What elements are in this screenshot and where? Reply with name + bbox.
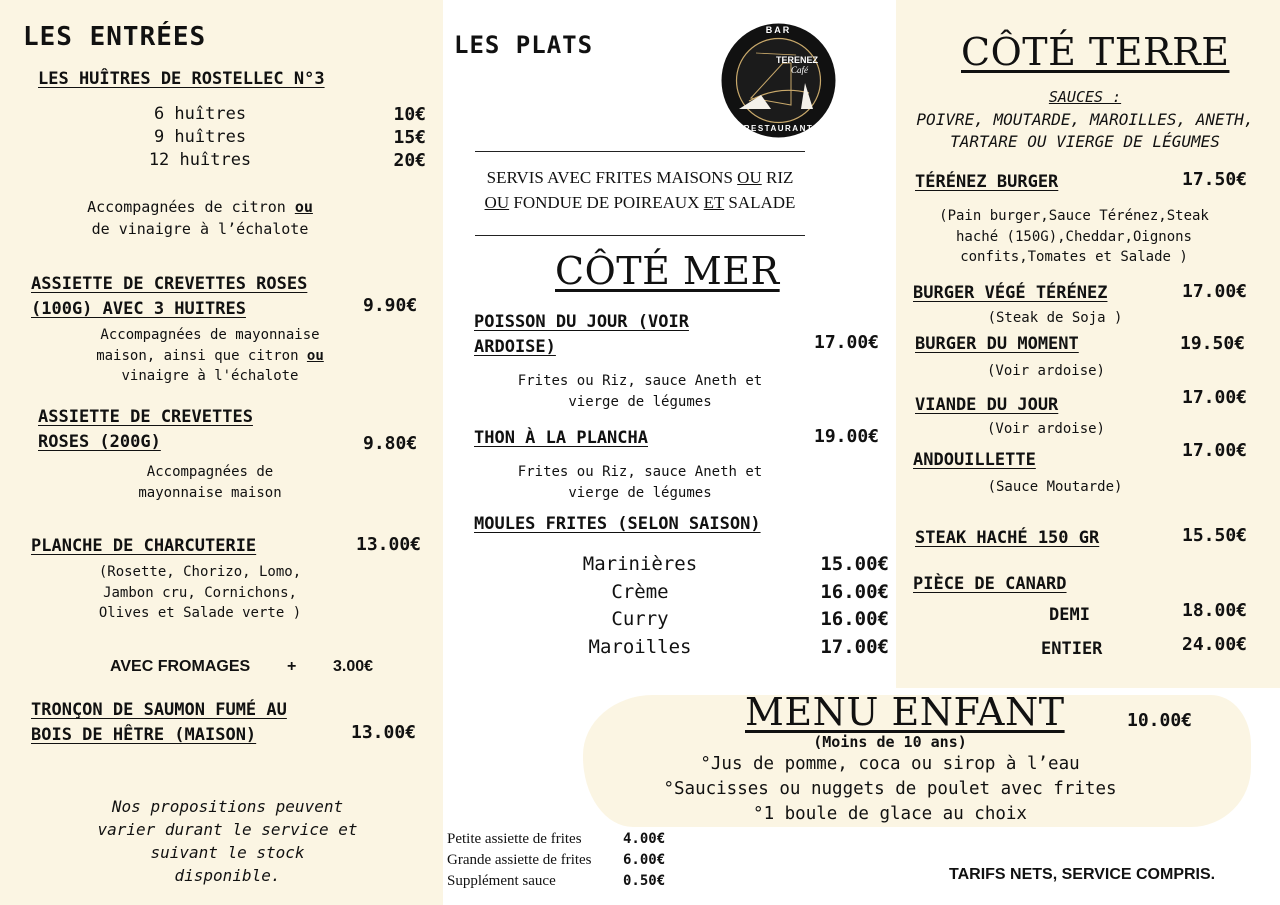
moules-label: Curry <box>611 608 669 630</box>
charcuterie-desc <box>40 562 360 624</box>
crevettes200-title-line: ROSES (200G) <box>38 432 161 452</box>
huitres-price: 20€ <box>393 150 426 171</box>
huitres-price: 10€ <box>393 104 426 125</box>
fromages-label: AVEC FROMAGES <box>110 658 251 675</box>
poisson-title <box>474 310 689 360</box>
menu-enfant-line: °Jus de pomme, coca ou sirop à l’eau <box>700 754 1080 774</box>
moules-price: 16.00€ <box>820 580 889 603</box>
charcuterie-desc-text: Jambon cru, Cornichons, <box>103 584 297 601</box>
moules-row <box>560 551 895 579</box>
huitres-price: 15€ <box>393 127 426 148</box>
thon-desc <box>480 462 800 503</box>
extras-row <box>447 829 677 850</box>
canard-demi-price: 18.00€ <box>1182 600 1248 621</box>
logo <box>721 23 836 138</box>
huitres-title: LES HUÎTRES DE ROSTELLEC N°3 <box>38 69 325 89</box>
logo-bottom-text: RESTAURANT <box>743 124 814 133</box>
viande-price: 17.00€ <box>1182 387 1248 408</box>
sauces-text: TARTARE OU VIERGE DE LÉGUMES <box>950 132 1220 151</box>
servis-text: SERVIS AVEC FRITES MAISONS <box>486 168 738 187</box>
menu-enfant-line: °1 boule de glace au choix <box>753 804 1027 824</box>
extras-price: 6.00€ <box>623 852 666 868</box>
moment-price: 19.50€ <box>1180 333 1246 354</box>
divider <box>475 151 805 152</box>
crevettes100-title <box>31 272 307 322</box>
stock-note-line: suivant le stock <box>150 843 305 862</box>
crevettes100-title-line: ASSIETTE DE CREVETTES ROSES <box>31 274 308 294</box>
canard-demi: DEMI <box>1049 605 1090 625</box>
burger-desc <box>914 206 1234 268</box>
moment-title: BURGER DU MOMENT <box>915 334 1079 354</box>
moules-row <box>560 634 895 662</box>
thon-desc-text: vierge de légumes <box>568 484 712 501</box>
plats-heading: LES PLATS <box>454 31 594 59</box>
logo-subname: Café <box>791 65 808 75</box>
poisson-desc-text: Frites ou Riz, sauce Aneth et <box>517 373 763 389</box>
extras-label: Petite assiette de frites <box>447 831 582 847</box>
crevettes100-desc <box>50 325 370 387</box>
servis-or: OU <box>737 168 762 187</box>
menu-enfant-title: MENU ENFANT <box>745 690 1065 734</box>
huitres-desc-text: Accompagnées de citron <box>87 198 295 216</box>
stock-note-line: Nos propositions peuvent <box>111 797 344 816</box>
stock-note <box>50 795 405 887</box>
crevettes200-price: 9.80€ <box>363 433 418 454</box>
crevettes100-desc-or: ou <box>306 347 324 364</box>
servis-et: ET <box>703 193 725 212</box>
steak-title: STEAK HACHÉ 150 GR <box>915 528 1100 548</box>
extras-label: Supplément sauce <box>447 873 556 889</box>
saumon-price: 13.00€ <box>351 722 417 743</box>
moules-row <box>560 579 895 607</box>
cote-mer-title: CÔTÉ MER <box>555 249 780 293</box>
charcuterie-desc-text: Olives et Salade verte ) <box>98 605 302 621</box>
servis-text: FONDUE DE POIREAUX <box>509 193 704 212</box>
viande-desc: (Voir ardoise) <box>986 421 1105 437</box>
charcuterie-title: PLANCHE DE CHARCUTERIE <box>31 536 257 556</box>
huitres-row <box>130 103 430 126</box>
stock-note-line: disponible. <box>174 866 281 885</box>
fromages-plus: + <box>287 658 297 675</box>
sauces-text: POIVRE, MOUTARDE, MAROILLES, ANETH, <box>916 109 1254 129</box>
crevettes100-desc-text: vinaigre à l'échalote <box>121 368 299 384</box>
thon-price: 19.00€ <box>814 426 880 447</box>
saumon-title-line: TRONÇON DE SAUMON FUMÉ AU <box>31 700 287 720</box>
moment-desc: (Voir ardoise) <box>986 363 1105 379</box>
huitres-list <box>130 103 430 172</box>
burger-desc-text: confits,Tomates et Salade ) <box>960 249 1188 265</box>
vege-title: BURGER VÉGÉ TÉRÉNEZ <box>913 283 1108 303</box>
andouillette-title: ANDOUILLETTE <box>913 450 1036 470</box>
huitres-desc <box>40 196 360 240</box>
servis-or: OU <box>484 193 510 212</box>
vege-price: 17.00€ <box>1182 281 1248 302</box>
andouillette-price: 17.00€ <box>1182 440 1248 461</box>
crevettes200-desc <box>50 462 370 503</box>
crevettes100-title-line: (100G) AVEC 3 HUITRES <box>31 299 246 319</box>
logo-icon <box>721 23 836 138</box>
extras-price: 4.00€ <box>623 831 666 847</box>
moules-price: 17.00€ <box>820 635 889 658</box>
burger-desc-text: (Pain burger,Sauce Térénez,Steak <box>939 208 1209 224</box>
crevettes200-title-line: ASSIETTE DE CREVETTES <box>38 407 253 427</box>
poisson-title-line: ARDOISE) <box>474 337 556 357</box>
extras-list <box>447 829 677 892</box>
huitres-qty: 12 huîtres <box>148 150 252 170</box>
canard-title: PIÈCE DE CANARD <box>913 574 1067 594</box>
moules-label: Crème <box>611 580 669 603</box>
andouillette-desc: (Sauce Moutarde) <box>987 479 1123 495</box>
saumon-title <box>31 698 287 748</box>
fromages-price: 3.00€ <box>333 658 374 675</box>
cote-terre-title: CÔTÉ TERRE <box>961 30 1230 74</box>
logo-top-text: BAR <box>765 25 792 35</box>
thon-desc-text: Frites ou Riz, sauce Aneth et <box>517 464 763 480</box>
huitres-row <box>130 149 430 172</box>
huitres-qty: 9 huîtres <box>153 127 247 147</box>
extras-price: 0.50€ <box>623 873 666 889</box>
moules-price: 16.00€ <box>820 608 889 630</box>
menu-enfant-sub: (Moins de 10 ans) <box>813 733 967 751</box>
entrees-heading: LES ENTRÉES <box>23 22 207 52</box>
moules-price: 15.00€ <box>820 553 889 575</box>
viande-title: VIANDE DU JOUR <box>915 395 1059 415</box>
sauces-label: SAUCES : <box>1048 88 1122 106</box>
crevettes200-desc-text: Accompagnées de <box>146 464 274 480</box>
huitres-row <box>130 126 430 149</box>
extras-label: Grande assiette de frites <box>447 852 592 868</box>
huitres-desc-or: ou <box>294 198 313 216</box>
sauces <box>905 86 1265 154</box>
huitres-desc-text: de vinaigre à l’échalote <box>91 220 309 238</box>
canard-entier: ENTIER <box>1041 639 1103 659</box>
menu-enfant-price: 10.00€ <box>1127 710 1193 731</box>
poisson-price: 17.00€ <box>814 332 880 353</box>
crevettes100-price: 9.90€ <box>363 295 418 316</box>
charcuterie-price: 13.00€ <box>356 534 422 555</box>
menu-enfant-content <box>600 732 1180 827</box>
servis-text: RIZ <box>761 168 794 187</box>
divider <box>475 235 805 236</box>
logo-name: TERENEZ <box>776 55 819 65</box>
poisson-desc <box>480 371 800 412</box>
crevettes200-title <box>38 405 253 455</box>
crevettes200-desc-text: mayonnaise maison <box>138 484 282 501</box>
thon-title: THON À LA PLANCHA <box>474 428 648 448</box>
charcuterie-desc-text: (Rosette, Chorizo, Lomo, <box>98 564 302 580</box>
extras-row <box>447 850 677 871</box>
moules-label: Marinières <box>582 553 698 575</box>
moules-label: Maroilles <box>588 635 692 658</box>
poisson-title-line: POISSON DU JOUR (VOIR <box>474 312 689 332</box>
steak-price: 15.50€ <box>1182 525 1248 546</box>
extras-row <box>447 871 677 892</box>
canard-entier-price: 24.00€ <box>1182 634 1248 655</box>
moules-title: MOULES FRITES (SELON SAISON) <box>474 514 761 534</box>
tarifs-note: TARIFS NETS, SERVICE COMPRIS. <box>949 866 1216 883</box>
burger-price: 17.50€ <box>1182 169 1248 190</box>
servis-avec <box>470 165 810 215</box>
moules-row <box>560 606 895 634</box>
poisson-desc-text: vierge de légumes <box>568 393 712 410</box>
servis-text: SALADE <box>724 193 796 212</box>
huitres-qty: 6 huîtres <box>153 104 247 124</box>
stock-note-line: varier durant le service et <box>97 820 358 839</box>
moules-list <box>560 551 895 661</box>
burger-title: TÉRÉNEZ BURGER <box>915 172 1059 192</box>
crevettes100-desc-text: maison, ainsi que citron <box>96 347 307 364</box>
crevettes100-desc-text: Accompagnées de mayonnaise <box>100 327 320 343</box>
burger-desc-text: haché (150G),Cheddar,Oignons <box>955 228 1192 245</box>
menu-enfant-line: °Saucisses ou nuggets de poulet avec frites <box>663 779 1117 799</box>
vege-desc: (Steak de Soja ) <box>987 310 1123 326</box>
saumon-title-line: BOIS DE HÊTRE (MAISON) <box>31 725 257 745</box>
